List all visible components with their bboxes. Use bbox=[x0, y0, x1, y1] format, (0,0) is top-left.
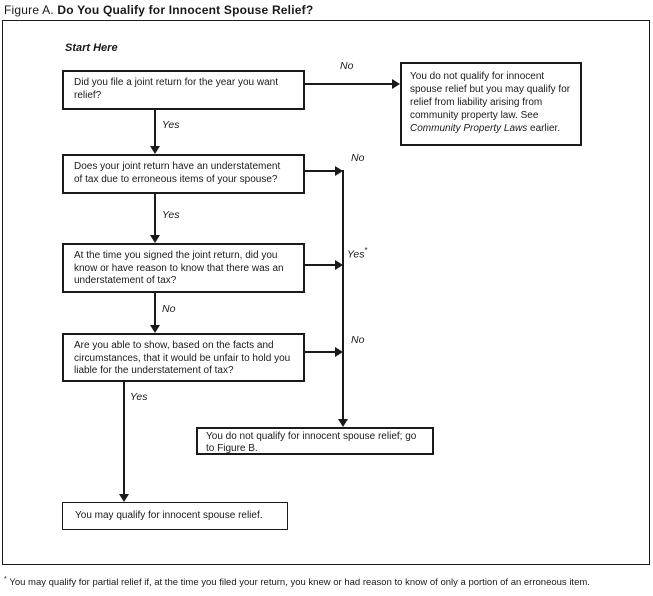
flow-box-may-qualify-outcome bbox=[62, 502, 288, 530]
connector-q1-to-community bbox=[305, 83, 393, 85]
figure-title-prefix: Figure A. bbox=[4, 3, 54, 17]
branch-label-yes: Yes bbox=[130, 391, 148, 403]
arrowhead-down-icon bbox=[150, 235, 160, 243]
flow-box-figure-b-text: You do not qualify for innocent spouse relief; go to Figure B. bbox=[206, 431, 417, 454]
branch-label-yes: Yes bbox=[162, 119, 180, 131]
flow-box-unfair-question bbox=[62, 333, 305, 382]
connector-q3-to-q4 bbox=[154, 293, 156, 326]
branch-label-yes-text: Yes bbox=[347, 248, 365, 261]
footnote-text: You may qualify for partial relief if, at the time you filed your return, you knew or had reason to know of only a portion of an erroneous item. bbox=[9, 577, 590, 589]
arrowhead-right-icon bbox=[335, 166, 343, 176]
arrowhead-right-icon bbox=[335, 260, 343, 270]
figure-title-main: Do You Qualify for Innocent Spouse Relief? bbox=[57, 3, 314, 17]
flow-box-knowledge-question bbox=[62, 243, 305, 293]
connector-collector-to-figure-b bbox=[342, 170, 344, 420]
flow-box-understatement-text: Does your joint return have an understatement of tax due to erroneous items of your spouse? bbox=[74, 161, 281, 185]
arrowhead-down-icon bbox=[150, 146, 160, 154]
branch-label-no: No bbox=[162, 303, 176, 315]
footnote-asterisk: * bbox=[4, 574, 7, 583]
flow-box-no-qualify-figure-b bbox=[196, 427, 434, 455]
arrowhead-right-icon bbox=[335, 347, 343, 357]
connector-q2-no bbox=[305, 170, 336, 172]
arrowhead-down-icon bbox=[150, 325, 160, 333]
figure-title bbox=[4, 3, 313, 17]
flow-box-community-property-outcome bbox=[400, 62, 582, 146]
flow-box-understatement-question bbox=[62, 154, 305, 194]
community-italic-reference: Community Property Laws bbox=[410, 123, 528, 134]
branch-label-yes-footnoted bbox=[347, 246, 368, 261]
branch-label-no: No bbox=[351, 334, 365, 346]
connector-q3-yes bbox=[305, 264, 336, 266]
flow-box-unfair-text: Are you able to show, based on the facts and circumstances, that it would be unfair to hold you liable for the understatement of tax? bbox=[74, 340, 291, 376]
community-text-before: You do not qualify for innocent spouse relief but you may qualify for relief from liability arising from community property law. See bbox=[410, 71, 571, 121]
flow-box-knowledge-text: At the time you signed the joint return, did you know or have reason to know that there was an understatement of tax? bbox=[74, 250, 284, 286]
connector-q2-to-q3 bbox=[154, 194, 156, 236]
arrowhead-down-icon bbox=[119, 494, 129, 502]
connector-q1-to-q2 bbox=[154, 110, 156, 147]
footnote-asterisk-marker: * bbox=[364, 246, 368, 255]
branch-label-no: No bbox=[351, 152, 365, 164]
connector-q4-to-qualify bbox=[123, 382, 125, 495]
flow-box-joint-return-question bbox=[62, 70, 305, 110]
flow-box-joint-return-text: Did you file a joint return for the year you want relief? bbox=[74, 77, 278, 101]
start-here-label: Start Here bbox=[65, 42, 118, 54]
flow-box-may-qualify-text: You may qualify for innocent spouse relief. bbox=[75, 510, 263, 521]
arrowhead-down-icon bbox=[338, 419, 348, 427]
arrowhead-right-icon bbox=[392, 79, 400, 89]
connector-q4-no bbox=[305, 351, 336, 353]
branch-label-no: No bbox=[340, 60, 354, 72]
footnote bbox=[4, 573, 649, 589]
branch-label-yes: Yes bbox=[162, 209, 180, 221]
community-text-after: earlier. bbox=[527, 123, 561, 134]
